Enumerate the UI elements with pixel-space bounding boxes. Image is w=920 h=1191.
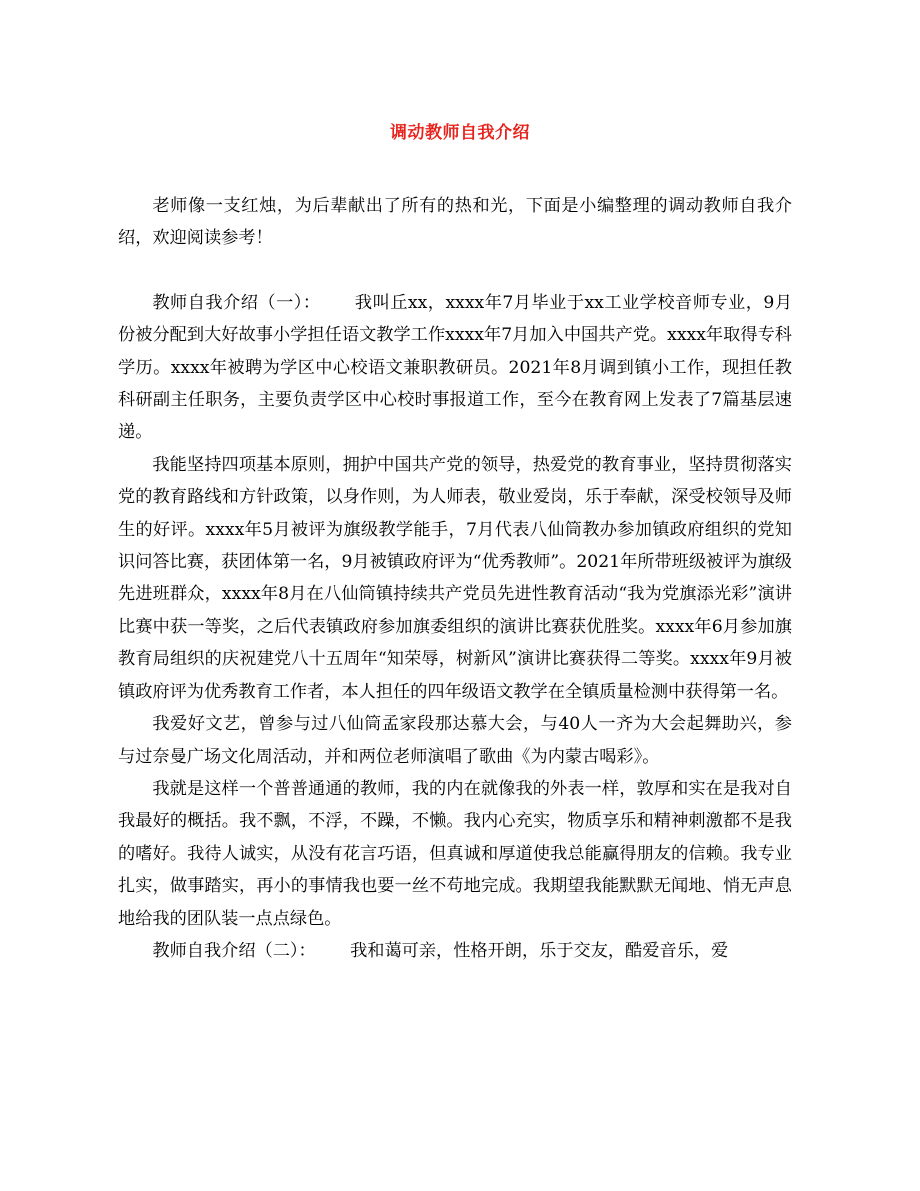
section-two-label: 教师自我介绍（二）： [152,940,316,961]
body-paragraph: 我就是这样一个普普通通的教师，我的内在就像我的外表一样，敦厚和实在是我对自我最好的概括。我不飘，不浮，不躁，不懒。我内心充实，物质享乐和精神刺激都不是我的嗜好。我待人诚实，从没有花言巧语，但真诚和厚道使我总能赢得朋友的信赖。我专业扎实，做事踏实，再小的事情我也要一丝不苟地完成。我期望我能默默无闻地、悄无声息地给我的团队装一点点绿色。 [118,778,792,929]
section-one-paragraph [118,287,792,449]
body-paragraph: 我能坚持四项基本原则，拥护中国共产党的领导，热爱党的教育事业，坚持贯彻落实党的教育路线和方针政策，以身作则，为人师表，敬业爱岗，乐于奉献，深受校领导及师生的好评。xxxx年5月被评为旗级教学能手，7月代表八仙筒教办参加镇政府组织的党知识问答比赛，获团体第一名，9月被镇政府评为“优秀教师”。2021年所带班级被评为旗级先进班群众，xxxx年8月在八仙筒镇持续共产党员先进性教育活动“我为党旗添光彩”演讲比赛中获一等奖，之后代表镇政府参加旗委组织的演讲比赛获优胜奖。xxxx年6月参加旗教育局组织的庆祝建党八十五周年“知荣辱，树新风”演讲比赛获得二等奖。xxxx年9月被镇政府评为优秀教育工作者，本人担任的四年级语文教学在全镇质量检测中获得第一名。 [118,454,792,702]
document-body [118,190,792,967]
section-two-paragraph [118,935,792,967]
section-one-text: 我叫丘xx，xxxx年7月毕业于xx工业学校音师专业，9月份被分配到大好故事小学担任语文教学工作xxxx年7月加入中国共产党。xxxx年取得专科学历。xxxx年被聘为学区中心校语文兼职教研员。2021年8月调到镇小工作，现担任教科研副主任职务，主要负责学区中心校时事报道工作，至今在教育网上发表了7篇基层速递。 [118,292,793,443]
intro-paragraph: 老师像一支红烛，为后辈献出了所有的热和光，下面是小编整理的调动教师自我介绍，欢迎阅读参考！ [118,196,792,249]
section-two-text: 我和蔼可亲，性格开朗，乐于交友，酷爱音乐，爱 [350,940,729,961]
body-paragraph: 我爱好文艺，曾参与过八仙筒孟家段那达慕大会，与40人一齐为大会起舞助兴，参与过奈曼广场文化周活动，并和两位老师演唱了歌曲《为内蒙古喝彩》。 [118,714,792,767]
document-title: 调动教师自我介绍 [390,123,530,143]
section-one-label: 教师自我介绍（一）： [152,292,321,313]
